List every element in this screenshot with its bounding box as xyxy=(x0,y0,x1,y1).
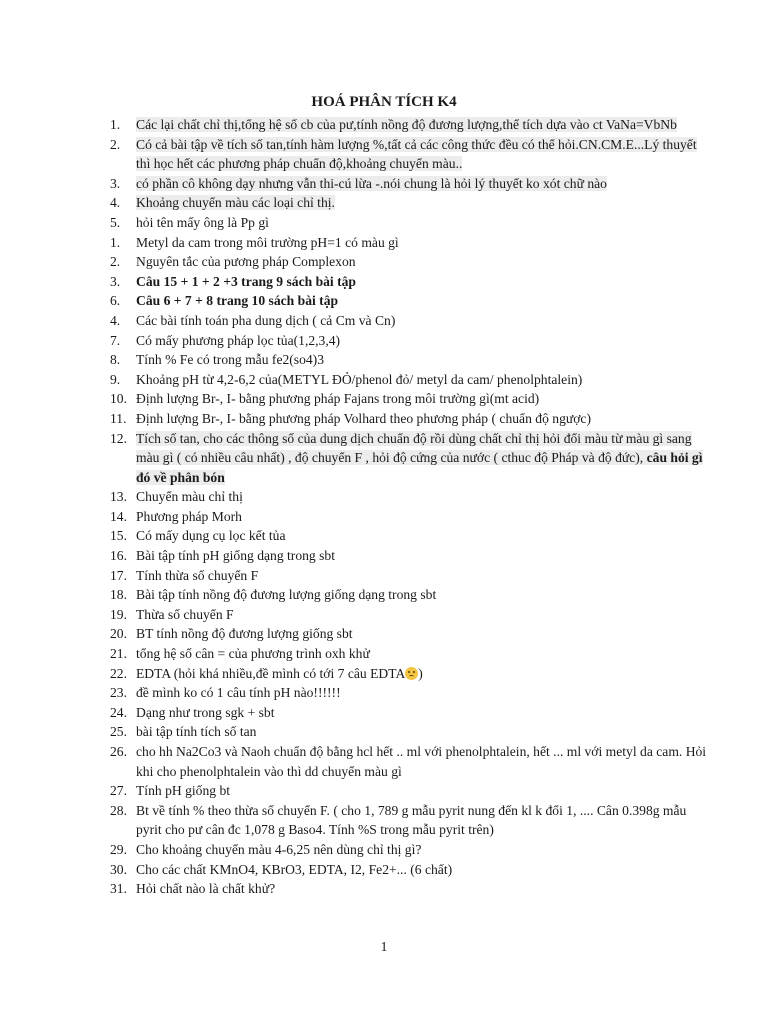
item-number: 21. xyxy=(110,646,127,662)
item-number: 30. xyxy=(110,861,127,877)
list-item xyxy=(110,291,710,311)
item-body xyxy=(136,548,335,563)
item-number: 27. xyxy=(110,783,127,799)
item-number: 2. xyxy=(110,254,121,270)
item-text: Các lại chất chỉ thị,tổng hệ số cb của pư,tính nồng độ đương lượng,thể tích dựa vào ct VaNa=VbNb xyxy=(136,117,677,132)
item-number: 28. xyxy=(110,802,127,818)
item-number: 8. xyxy=(110,352,121,368)
item-body xyxy=(136,489,243,504)
list-item xyxy=(110,546,710,566)
item-number: 10. xyxy=(110,391,127,407)
item-text: Có mấy dụng cụ lọc kết tủa xyxy=(136,528,286,544)
item-body xyxy=(136,391,539,406)
item-text: Tính pH giống bt xyxy=(136,783,231,799)
sad-face-icon xyxy=(405,667,418,680)
item-number: 14. xyxy=(110,508,127,524)
item-number: 12. xyxy=(110,430,127,446)
item-text: Thừa số chuyển F xyxy=(136,606,234,622)
item-text: Khoảng pH từ 4,2-6,2 của(METYL ĐỎ/phenol đỏ/ metyl da cam/ phenolphtalein) xyxy=(136,371,583,387)
list-item xyxy=(110,624,710,644)
item-body xyxy=(136,411,591,426)
item-text: BT tính nồng độ đương lượng giống sbt xyxy=(136,626,353,642)
item-body xyxy=(136,607,234,622)
item-number: 4. xyxy=(110,312,121,328)
item-body xyxy=(136,333,340,348)
item-text: tổng hệ số cân = của phương trình oxh khử xyxy=(136,646,370,662)
item-suffix: ) xyxy=(418,665,423,681)
item-text: Cho khoảng chuyển màu 4-6,25 nên dùng chỉ thị gì? xyxy=(136,841,422,857)
item-number: 31. xyxy=(110,881,127,897)
item-text: Định lượng Br-, I- bằng phương pháp Fajans trong môi trường gì(mt acid) xyxy=(136,391,540,407)
item-text: Khoảng chuyển màu các loại chỉ thị. xyxy=(136,195,335,211)
list-item xyxy=(110,272,710,292)
item-body xyxy=(136,117,677,132)
item-text: có phần cô không dạy nhưng vẫn thi-cú lừa -.nói chung là hỏi lý thuyết ko xót chữ nào xyxy=(136,175,607,191)
item-number: 15. xyxy=(110,528,127,544)
item-number: 3. xyxy=(110,273,121,289)
list-item xyxy=(110,233,710,253)
item-body xyxy=(136,431,703,485)
item-text: đề mình ko có 1 câu tính pH nào!!!!!! xyxy=(136,685,341,701)
item-text: Tính thừa số chuyển F xyxy=(136,567,259,583)
list-item xyxy=(110,311,710,331)
item-text: Chuyển màu chỉ thị xyxy=(136,489,243,505)
item-text: Dạng như trong sgk + sbt xyxy=(136,704,275,720)
list-item xyxy=(110,409,710,429)
item-number: 2. xyxy=(110,136,121,152)
list-item xyxy=(110,389,710,409)
item-number: 9. xyxy=(110,371,121,387)
item-text: Có cả bài tập về tích số tan,tính hàm lượng %,tất cả các công thức đều có thể hỏi.CN.CM.E...Lý thuyết thì học hết các phương pháp chuẩn độ,khoảng chuyển màu.. xyxy=(136,136,697,172)
list-item xyxy=(110,370,710,390)
item-body xyxy=(136,842,421,857)
item-number: 17. xyxy=(110,567,127,583)
item-body xyxy=(136,685,341,700)
item-text: EDTA (hỏi khá nhiều,đề mình có tới 7 câu EDTA xyxy=(136,665,406,681)
item-body xyxy=(136,724,256,739)
list-item xyxy=(110,174,710,194)
item-number: 19. xyxy=(110,606,127,622)
item-body xyxy=(136,666,423,681)
list-item xyxy=(110,585,710,605)
list-item xyxy=(110,860,710,880)
item-number: 11. xyxy=(110,410,127,426)
list-item xyxy=(110,526,710,546)
item-number: 4. xyxy=(110,195,121,211)
item-text: Phương pháp Morh xyxy=(136,508,242,524)
item-text: Nguyên tắc của pương pháp Complexon xyxy=(136,254,356,270)
list-item xyxy=(110,664,710,684)
item-body xyxy=(136,862,452,877)
item-body xyxy=(136,568,258,583)
item-body xyxy=(136,195,335,210)
item-body xyxy=(136,528,286,543)
item-body xyxy=(136,705,275,720)
item-number: 16. xyxy=(110,548,127,564)
list-item xyxy=(110,683,710,703)
item-number: 6. xyxy=(110,293,121,309)
list-item xyxy=(110,135,710,174)
item-body xyxy=(136,352,324,367)
item-body xyxy=(136,803,686,838)
item-body xyxy=(136,137,697,172)
item-text: Bài tập tính nồng độ đương lượng giống dạng trong sbt xyxy=(136,587,437,603)
item-body xyxy=(136,881,275,896)
list-item xyxy=(110,722,710,742)
item-body xyxy=(136,372,582,387)
list-item xyxy=(110,252,710,272)
item-bold-text: câu hỏi gì đó về phân bón xyxy=(136,450,703,485)
item-body xyxy=(136,646,370,661)
list-item xyxy=(110,331,710,351)
list-item xyxy=(110,115,710,135)
item-text: Bài tập tính pH giống dạng trong sbt xyxy=(136,548,335,564)
item-text: Các bài tính toán pha dung dịch ( cả Cm và Cn) xyxy=(136,312,396,328)
item-body xyxy=(136,587,436,602)
list-item xyxy=(110,840,710,860)
item-text: Metyl da cam trong môi trường pH=1 có màu gì xyxy=(136,234,399,250)
item-text: hỏi tên mấy ông là Pp gì xyxy=(136,214,269,230)
item-body xyxy=(136,235,399,250)
item-number: 25. xyxy=(110,724,127,740)
item-number: 23. xyxy=(110,685,127,701)
list-item xyxy=(110,644,710,664)
list-item xyxy=(110,213,710,233)
item-body xyxy=(136,744,706,779)
item-text: Định lượng Br-, I- bằng phương pháp Volhard theo phương pháp ( chuẩn độ ngược) xyxy=(136,410,591,426)
list-item xyxy=(110,507,710,527)
item-number: 5. xyxy=(110,214,121,230)
list-item xyxy=(110,487,710,507)
item-body xyxy=(136,313,395,328)
item-body xyxy=(136,254,356,269)
item-text: Câu 6 + 7 + 8 trang 10 sách bài tập xyxy=(136,293,339,309)
item-body xyxy=(136,274,356,289)
item-text: Hỏi chất nào là chất khử? xyxy=(136,881,276,897)
item-number: 1. xyxy=(110,117,121,132)
item-body xyxy=(136,215,269,230)
item-text: Tích số tan, cho các thông số của dung dịch chuẩn độ rồi dùng chất chỉ thị hỏi đổi màu từ màu gì sang màu gì ( có nhiều câu nhất) , độ chuyển F , hỏi độ cứng của nước ( cthuc độ Pháp và độ đức), xyxy=(136,430,692,466)
item-text: bài tập tính tích số tan xyxy=(136,724,257,740)
item-number: 22. xyxy=(110,665,127,681)
item-text: Tính % Fe có trong mẫu fe2(so4)3 xyxy=(136,352,325,368)
question-list xyxy=(110,115,710,899)
list-item xyxy=(110,350,710,370)
item-number: 26. xyxy=(110,744,127,759)
list-item xyxy=(110,742,710,781)
item-number: 29. xyxy=(110,841,127,857)
item-body xyxy=(136,626,353,641)
item-body xyxy=(136,509,242,524)
list-item xyxy=(110,801,710,840)
item-text: Có mấy phương pháp lọc tủa(1,2,3,4) xyxy=(136,332,341,348)
item-body xyxy=(136,783,230,798)
item-text: Cho các chất KMnO4, KBrO3, EDTA, I2, Fe2+... (6 chất) xyxy=(136,861,453,877)
item-body xyxy=(136,293,338,308)
page-number: 1 xyxy=(380,940,388,955)
list-item xyxy=(110,781,710,801)
item-number: 24. xyxy=(110,704,127,720)
list-item xyxy=(110,193,710,213)
list-item xyxy=(110,566,710,586)
document-title: HOÁ PHÂN TÍCH K4 xyxy=(311,94,457,110)
item-number: 3. xyxy=(110,175,121,191)
list-item xyxy=(110,703,710,723)
item-text: cho hh Na2Co3 và Naoh chuẩn độ bằng hcl hết .. ml với phenolphtalein, hết ... ml với metyl da cam. Hỏi khi cho phenolphtalein vào thì dd chuyển màu gì xyxy=(136,744,707,779)
item-number: 13. xyxy=(110,489,127,505)
item-body xyxy=(136,176,607,191)
item-number: 20. xyxy=(110,626,127,642)
item-number: 18. xyxy=(110,587,127,603)
item-number: 7. xyxy=(110,332,121,348)
list-item xyxy=(110,879,710,899)
item-number: 1. xyxy=(110,234,121,250)
list-item xyxy=(110,429,710,488)
item-text: Bt về tính % theo thừa số chuyển F. ( cho 1, 789 g mẫu pyrit nung đến kl k đổi 1, .... Cân 0.398g mẫu pyrit cho pư cân đc 1,078 g Baso4. Tính %S trong mẫu pyrit trên) xyxy=(136,802,687,838)
list-item xyxy=(110,605,710,625)
item-text: Câu 15 + 1 + 2 +3 trang 9 sách bài tập xyxy=(136,273,356,289)
